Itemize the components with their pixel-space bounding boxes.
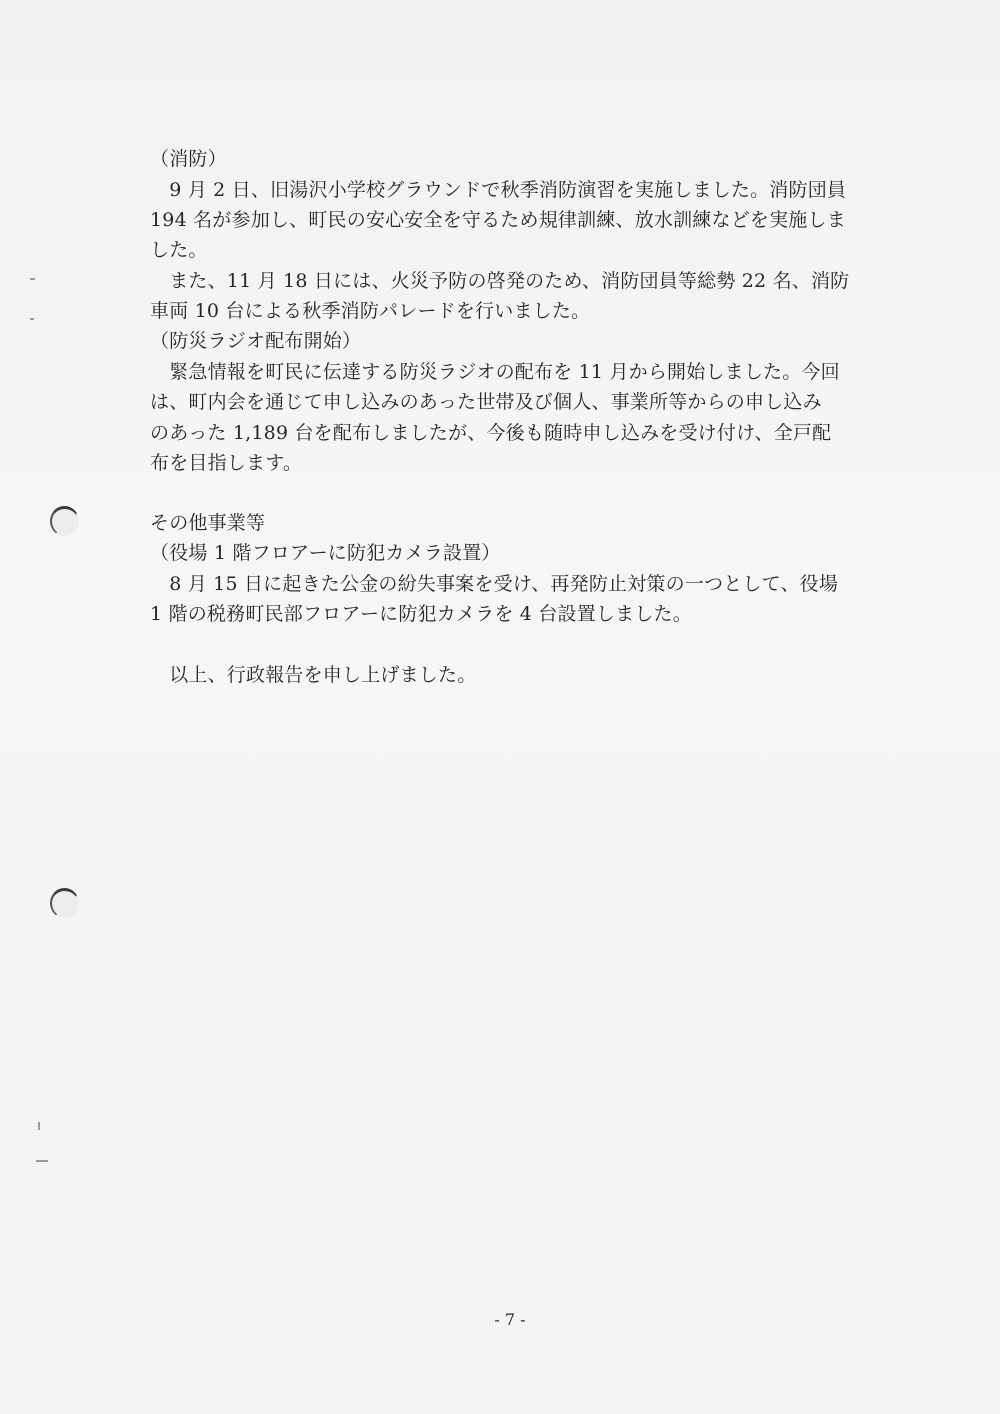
heading-disaster-radio: （防災ラジオ配布開始） xyxy=(150,330,362,352)
heading-security-camera: （役場 1 階フロアーに防犯カメラ設置） xyxy=(150,542,501,564)
paragraph-line: 194 名が参加し、町民の安心安全を守るため規律訓練、放水訓練などを実施しま xyxy=(150,209,846,231)
paragraph-line: また、11 月 18 日には、火災予防の啓発のため、消防団員等総勢 22 名、消防 xyxy=(150,270,850,292)
scan-speck xyxy=(38,1122,40,1130)
paragraph-line: 車両 10 台による秋季消防パレードを行いました。 xyxy=(150,300,591,322)
paragraph-line: は、町内会を通じて申し込みのあった世帯及び個人、事業所等からの申し込み xyxy=(150,391,822,413)
heading-other-projects: その他事業等 xyxy=(150,512,266,534)
paragraph-line: した。 xyxy=(150,239,208,261)
closing-line: 以上、行政報告を申し上げました。 xyxy=(150,664,477,686)
paragraph-line: 9 月 2 日、旧湯沢小学校グラウンドで秋季消防演習を実施しました。消防団員 xyxy=(150,179,847,201)
scan-speck xyxy=(30,318,34,320)
heading-fire-defense: （消防） xyxy=(150,148,227,170)
page-number: - 7 - xyxy=(494,1310,526,1329)
paragraph-line: 1 階の税務町民部フロアーに防犯カメラを 4 台設置しました。 xyxy=(150,603,692,625)
punch-hole xyxy=(50,506,79,536)
punch-hole xyxy=(50,888,79,918)
paragraph-line: 8 月 15 日に起きた公金の紛失事案を受け、再発防止対策の一つとして、役場 xyxy=(150,573,839,595)
paragraph-line: のあった 1,189 台を配布しましたが、今後も随時申し込みを受け付け、全戸配 xyxy=(150,422,832,444)
paragraph-line: 緊急情報を町民に伝達する防災ラジオの配布を 11 月から開始しました。今回 xyxy=(150,361,840,383)
scan-speck xyxy=(30,278,35,280)
paragraph-line: 布を目指します。 xyxy=(150,452,303,474)
scan-speck xyxy=(36,1160,48,1162)
